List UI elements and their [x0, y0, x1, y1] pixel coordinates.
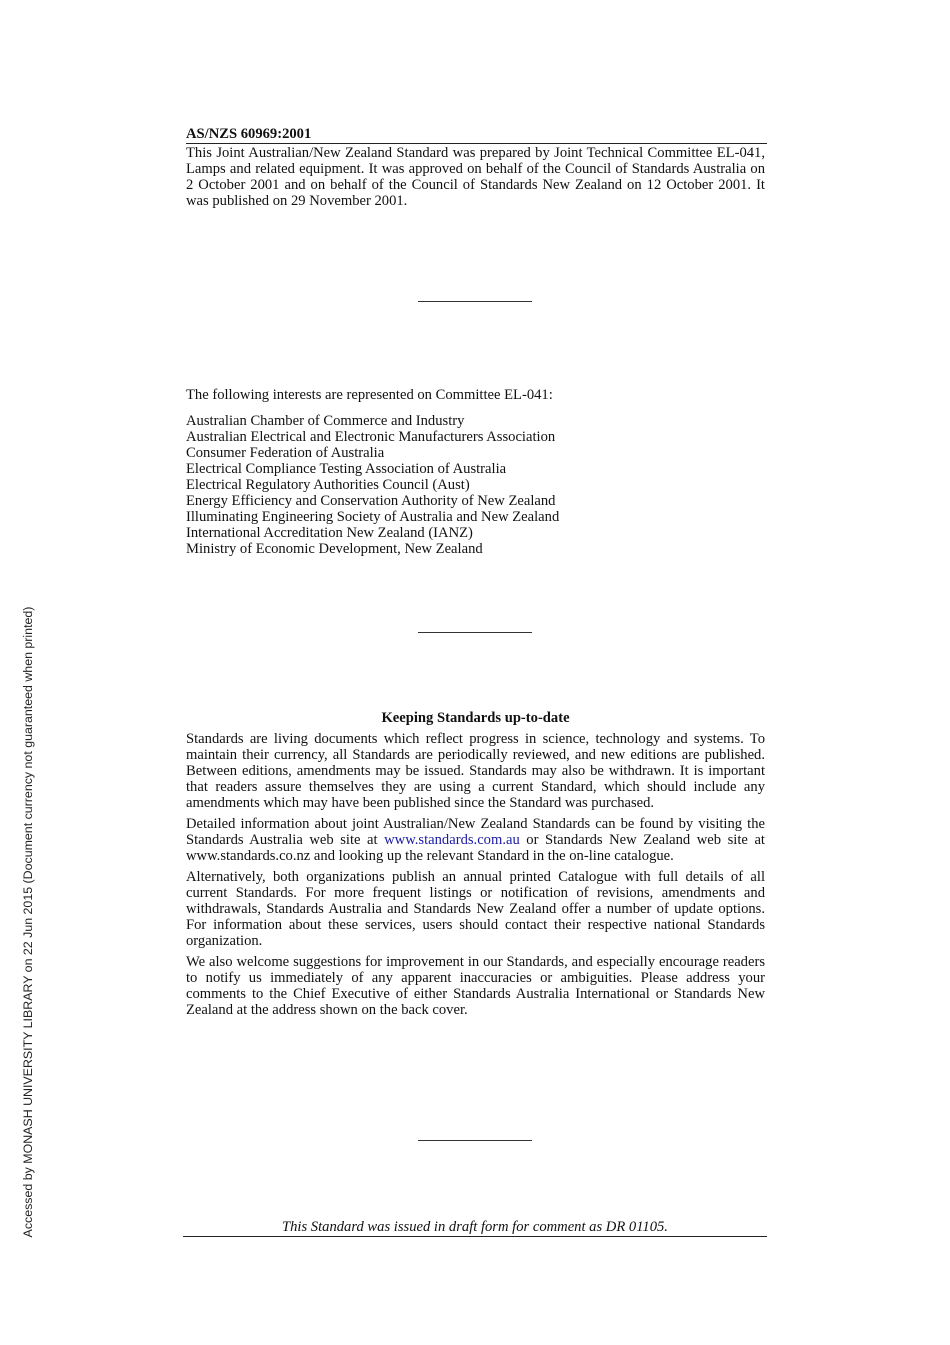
divider-rule: [418, 1140, 532, 1141]
section-heading: Keeping Standards up-to-date: [381, 710, 570, 726]
draft-footer-note: This Standard was issued in draft form for comment as DR 01105.: [183, 1219, 767, 1237]
body-paragraph: We also welcome suggestions for improvement in our Standards, and especially encourage readers to notify us immediately of any apparent inaccuracies or ambiguities. Please address your comments to the Chief Executive of either Standards Australia International or Standards New Zealand at the address shown on the back cover.: [186, 954, 765, 1018]
intro-paragraph: This Joint Australian/New Zealand Standard was prepared by Joint Technical Committee EL-041, Lamps and related equipment. It was approved on behalf of the Council of Standards Australia on 2 October 2001 and on behalf of the Council of Standards New Zealand on 12 October 2001. It was published on 29 November 2001.: [186, 145, 765, 209]
list-item: Ministry of Economic Development, New Zealand: [186, 541, 483, 557]
interests-heading: The following interests are represented on Committee EL-041:: [186, 387, 553, 403]
body-paragraph: Alternatively, both organizations publish an annual printed Catalogue with full details of all current Standards. For more frequent listings or notification of revisions, amendments and withdrawals, Standards Australia and Standards New Zealand offer a number of update options. For information about these services, users should contact their respective national Standards organization.: [186, 869, 765, 949]
list-item: Energy Efficiency and Conservation Authority of New Zealand: [186, 493, 556, 509]
list-item: Australian Chamber of Commerce and Industry: [186, 413, 465, 429]
access-watermark: Accessed by MONASH UNIVERSITY LIBRARY on 22 Jun 2015 (Document currency not guaranteed when printed): [21, 606, 35, 1238]
divider-rule: [418, 301, 532, 302]
list-item: Illuminating Engineering Society of Australia and New Zealand: [186, 509, 560, 525]
interests-list: [186, 413, 765, 557]
list-item: Electrical Compliance Testing Association of Australia: [186, 461, 507, 477]
section-body: [186, 731, 765, 1023]
paragraph-text: or Standards New Zealand web site at www.standards.co.nz and looking up the relevant Standard in the on-line catalogue.: [186, 832, 765, 864]
list-item: Consumer Federation of Australia: [186, 445, 385, 461]
body-paragraph: [186, 816, 765, 864]
document-id: AS/NZS 60969:2001: [186, 126, 767, 144]
standards-australia-link[interactable]: www.standards.com.au: [384, 832, 520, 848]
paragraph-text: Detailed information about joint Australian/New Zealand Standards can be found by visiting the Standards Australia web site at: [186, 816, 765, 848]
divider-rule: [418, 632, 532, 633]
body-paragraph: Standards are living documents which reflect progress in science, technology and systems. To maintain their currency, all Standards are periodically reviewed, and new editions are published. Between editions, amendments may be issued. Standards may also be withdrawn. It is important that readers assure themselves they are using a current Standard, which should include any amendments which may have been published since the Standard was purchased.: [186, 731, 765, 811]
list-item: International Accreditation New Zealand (IANZ): [186, 525, 473, 541]
list-item: Electrical Regulatory Authorities Council (Aust): [186, 477, 470, 493]
list-item: Australian Electrical and Electronic Manufacturers Association: [186, 429, 556, 445]
